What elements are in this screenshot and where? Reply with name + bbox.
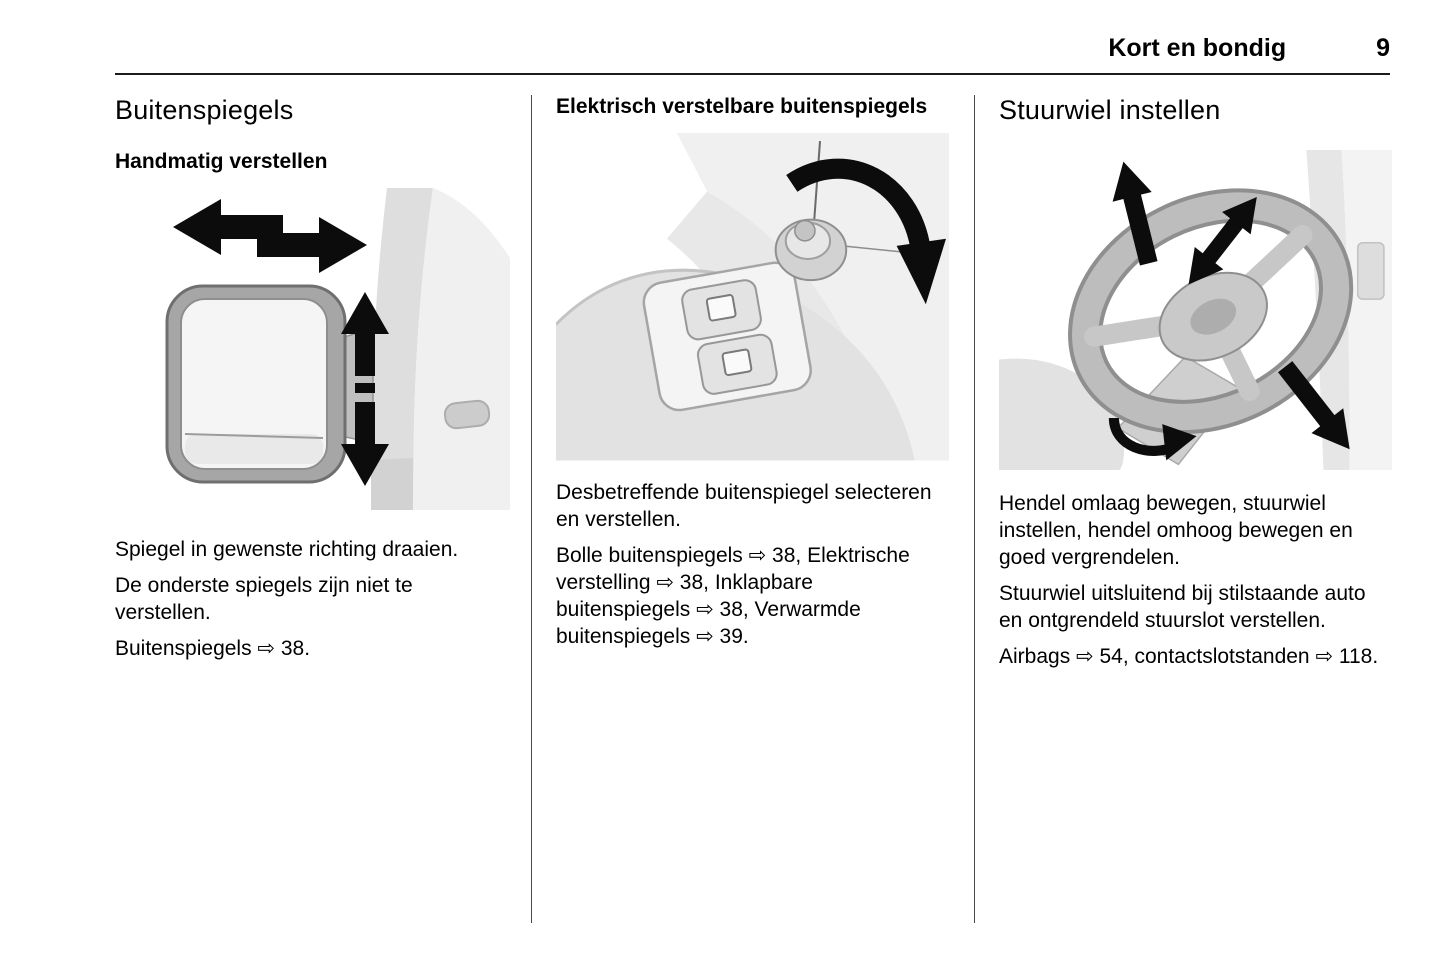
steering-wheel-illustration <box>999 150 1392 470</box>
mirror-housing <box>167 286 345 482</box>
cross-reference: Bolle buitenspiegels ⇨ 38, Elektrische verstelling ⇨ 38, Inklapbare buitenspiegels ⇨ 38, Verwarmde buitenspiegels ⇨ 39. <box>556 543 910 648</box>
electric-mirror-control-illustration <box>556 133 949 461</box>
cross-reference: Airbags ⇨ 54, contactslotstanden ⇨ 118. <box>999 645 1379 669</box>
paragraph: Spiegel in gewenste richting draaien. <box>115 538 459 561</box>
column-stuurwiel-instellen <box>999 95 1392 679</box>
steering-wheel-illustration-svg <box>999 150 1392 470</box>
paragraph: De onderste spiegels zijn niet te verstellen. <box>115 574 413 624</box>
door-handle <box>444 400 490 429</box>
page-header <box>115 34 1390 63</box>
heading-stuurwiel-instellen: Stuurwiel instellen <box>999 95 1221 125</box>
header-rule <box>115 73 1390 75</box>
manual-mirror-illustration <box>115 188 510 510</box>
subheading-handmatig-verstellen: Handmatig verstellen <box>115 150 328 173</box>
section-title: Kort en bondig <box>1108 34 1287 62</box>
horizontal-adjust-arrows-icon <box>173 199 367 273</box>
window-switch-panel <box>641 260 814 414</box>
cross-reference: Buitenspiegels ⇨ 38. <box>115 637 311 660</box>
heading-buitenspiegels: Buitenspiegels <box>115 95 294 125</box>
column-divider <box>531 95 532 923</box>
column-buitenspiegels <box>115 95 510 671</box>
heading-elektrisch-verstelbare-buitenspiegels: Elektrisch verstelbare buitenspiegels <box>556 95 928 118</box>
paragraph: Stuurwiel uitsluitend bij stilstaande auto en ontgrendeld stuurslot verstellen. <box>999 582 1366 633</box>
column-divider <box>974 95 975 923</box>
paragraph: Hendel omlaag bewegen, stuurwiel instellen, hendel omhoog bewegen en goed vergrendelen. <box>999 492 1353 570</box>
page-number: 9 <box>1376 34 1390 62</box>
paragraph: Desbetreffende buitenspiegel selecteren en verstellen. <box>556 480 932 531</box>
manual-mirror-illustration-svg <box>115 188 510 510</box>
mirror-adjuster-knob <box>776 220 847 280</box>
column-elektrische-buitenspiegels <box>556 95 949 659</box>
electric-mirror-control-illustration-svg <box>556 133 949 461</box>
